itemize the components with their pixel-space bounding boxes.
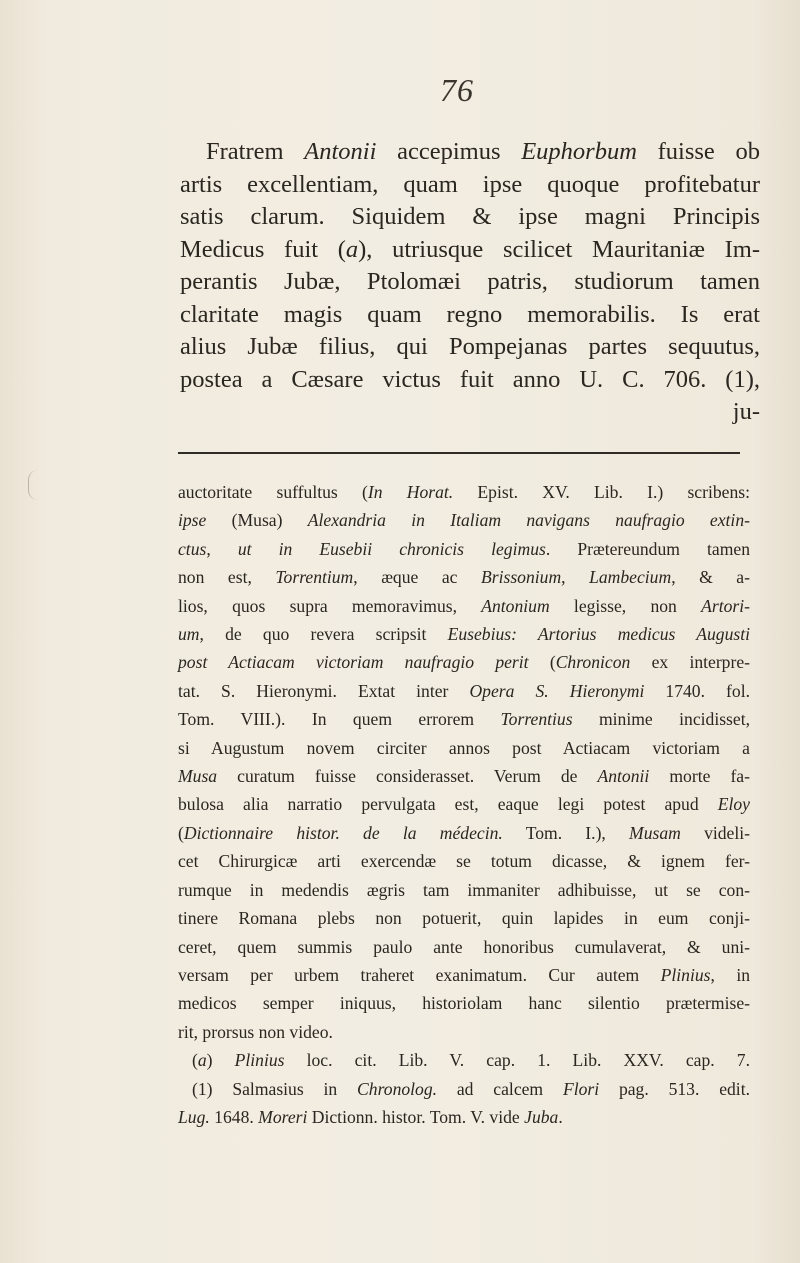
footnote-segment: , [206, 538, 238, 559]
main-text-line [180, 266, 760, 299]
main-text-segment: postea a Cæsare victus fuit anno U. C. 706. (1), [180, 365, 760, 393]
footnote-segment: Epist. XV. Lib. I.) scribens: [453, 482, 750, 502]
footnote-segment: Chronicon [555, 652, 631, 673]
footnote-segment: Plinius [234, 1050, 285, 1071]
footnote-segment: Antonii [597, 766, 650, 787]
main-text-segment: ju- [732, 398, 760, 425]
footnote-segment: ad calcem [437, 1078, 563, 1099]
page-edge-mark [28, 470, 39, 500]
footnote-segment: (Musa) [206, 510, 308, 531]
footnote-segment: (1) Salmasius in [192, 1078, 358, 1099]
main-text-line [180, 201, 760, 234]
footnote-segment: ( [192, 1050, 198, 1071]
footnote-line [178, 819, 750, 847]
footnote-line [178, 506, 750, 534]
footnote-segment: , in [710, 964, 751, 985]
footnote-segment: ex interpre- [630, 652, 751, 673]
footnote-segment: videli- [680, 822, 751, 843]
footnote-segment: medicos semper iniquus, historiolam hanc silentio prætermise- [178, 993, 750, 1014]
main-text-line [180, 234, 760, 267]
footnote-line [178, 705, 750, 733]
footnote-segment: ( [528, 652, 556, 673]
footnote-segment: rumque in medendis ægris tam immaniter adhibuisse, ut se con- [178, 879, 750, 900]
footnote-segment: Dictionn. histor. Tom. V. vide [307, 1106, 525, 1127]
footnote-segment: post Actiacam victoriam naufragio perit [178, 652, 529, 673]
main-text-line [180, 331, 760, 364]
page-number: 76 [440, 72, 474, 108]
footnote-segment: Chronolog. [357, 1078, 438, 1099]
footnote-segment: morte fa- [649, 766, 750, 787]
footnote-segment: Eusebius: Artorius medicus Augusti [447, 624, 750, 645]
footnote-line [178, 847, 750, 875]
footnote-line [178, 790, 750, 818]
footnote-segment: , de quo revera scripsit [199, 624, 448, 645]
main-text-segment: ), utriusque scilicet Mauritaniæ Im- [358, 235, 760, 263]
footnote-line [178, 592, 750, 620]
footnote-segment: ut in Eusebii chronicis legimus [237, 538, 546, 559]
footnote-segment: . [558, 1106, 563, 1127]
footnote-segment: , æque ac [353, 567, 481, 588]
footnote-segment: Moreri [258, 1106, 308, 1127]
footnote-segment: tinere Romana plebs non potuerit, quin lapides in eum conji- [178, 908, 750, 929]
main-text-line [180, 364, 760, 397]
main-text-segment: Antonii [304, 138, 377, 165]
footnote-segment: Artori- [701, 595, 750, 616]
footnote-line [178, 535, 750, 563]
footnote-segment: ipse [178, 510, 207, 531]
footnote-segment: 1740. fol. [644, 680, 750, 701]
footnote-line [178, 734, 750, 762]
main-text-segment: accepimus [376, 138, 522, 165]
footnote-segment: Antonium [481, 595, 550, 616]
footnote-segment: auctoritate suffultus ( [178, 482, 368, 502]
main-text-segment: Medicus fuit ( [180, 235, 346, 263]
footnote-line [178, 1103, 750, 1131]
footnote-segment: rit, prorsus non video. [178, 1021, 333, 1042]
footnote-segment: ( [178, 822, 184, 843]
footnote-separator-rule [178, 452, 740, 454]
footnote-segment: minime incidisset, [572, 709, 750, 730]
footnote-line [178, 478, 750, 506]
footnote-segment: lios, quos supra memoravimus, [178, 595, 482, 616]
footnote-segment: ctus [178, 538, 207, 559]
footnote-line [178, 933, 750, 961]
footnote-line [178, 989, 750, 1017]
footnote-line [178, 620, 750, 648]
main-text-segment: perantis Jubæ, Ptolomæi patris, studiorum tamen [180, 268, 760, 295]
footnote-segment: Tom. VIII.). In quem errorem [178, 709, 501, 730]
footnotes-block [178, 478, 750, 1131]
footnote-line [178, 904, 750, 932]
footnote-segment: Flori [562, 1078, 600, 1099]
main-text-segment: alius Jubæ filius, qui Pompejanas partes sequutus, [180, 333, 760, 360]
main-text-line [180, 396, 760, 429]
footnote-segment: um [178, 624, 200, 645]
footnote-segment: Musa [178, 766, 218, 787]
footnote-line [178, 876, 750, 904]
footnote-segment: Brissonium [481, 567, 562, 588]
footnote-line [178, 563, 750, 591]
footnote-segment: Alexandria in Italiam navigans naufragio extin- [307, 510, 750, 531]
main-text-block [180, 136, 760, 429]
main-text-line [180, 169, 760, 202]
main-text-segment: Euphorbum [521, 138, 637, 165]
footnote-segment: Opera S. Hieronymi [469, 680, 645, 701]
footnote-segment: non est, [178, 567, 276, 588]
footnote-line [178, 677, 750, 705]
footnote-segment: ceret, quem summis paulo ante honoribus cumulaverat, & uni- [178, 936, 750, 957]
footnote-segment: Musam [629, 822, 681, 843]
footnote-line [178, 1046, 750, 1074]
main-text-segment: satis clarum. Siquidem & ipse magni Principis [180, 203, 760, 230]
footnote-segment: bulosa alia narratio pervulgata est, eaque legi potest apud [178, 794, 718, 815]
footnote-segment: Eloy [717, 794, 750, 815]
footnote-segment: Torrentius [500, 709, 573, 730]
main-text-segment: claritate magis quam regno memorabilis. Is erat [180, 300, 760, 328]
footnote-segment: cet Chirurgicæ arti exercendæ se totum dicasse, & ignem fer- [178, 851, 750, 872]
footnote-line [178, 961, 750, 989]
footnote-segment: tat. S. Hieronymi. Extat inter [178, 680, 470, 701]
footnote-segment: 1648. [209, 1106, 259, 1127]
footnote-segment: si Augustum novem circiter annos post Actiacam victoriam a [178, 737, 750, 758]
footnote-segment: Torrentium [275, 567, 354, 588]
footnote-segment: Dictionnaire histor. de la médecin. [183, 822, 503, 843]
footnote-line [178, 1018, 750, 1046]
footnote-segment: Juba [524, 1106, 559, 1127]
footnote-segment: In Horat. [367, 482, 454, 502]
footnote-segment: curatum fuisse considerasset. Verum de [217, 766, 598, 787]
footnote-segment: , [561, 567, 590, 588]
footnote-segment: Plinius [660, 964, 711, 985]
footnote-segment: Tom. I.), [502, 822, 630, 843]
main-text-segment: artis excellentiam, quam ipse quoque profitebatur [180, 170, 760, 198]
footnote-segment: Lambecium [589, 567, 672, 588]
main-text-line [180, 136, 760, 169]
main-text-line [180, 299, 760, 332]
main-text-segment: Fratrem [206, 138, 305, 165]
footnote-segment: loc. cit. Lib. V. cap. 1. Lib. XXV. cap. 7. [284, 1050, 750, 1071]
footnote-line [178, 1075, 750, 1103]
footnote-segment: ) [206, 1050, 235, 1071]
footnote-line [178, 762, 750, 790]
footnote-segment: versam per urbem traheret exanimatum. Cur autem [178, 964, 661, 985]
footnote-segment: pag. 513. edit. [599, 1078, 750, 1099]
footnote-line [178, 648, 750, 676]
footnote-segment: Lug. [178, 1106, 210, 1127]
footnote-segment: . Prætereundum tamen [545, 538, 751, 559]
main-text-segment: a [345, 235, 359, 263]
footnote-segment: , & a- [671, 567, 750, 588]
footnote-segment: a [197, 1050, 207, 1071]
main-text-segment: fuisse ob [636, 138, 760, 165]
footnote-segment: legisse, non [549, 595, 702, 616]
